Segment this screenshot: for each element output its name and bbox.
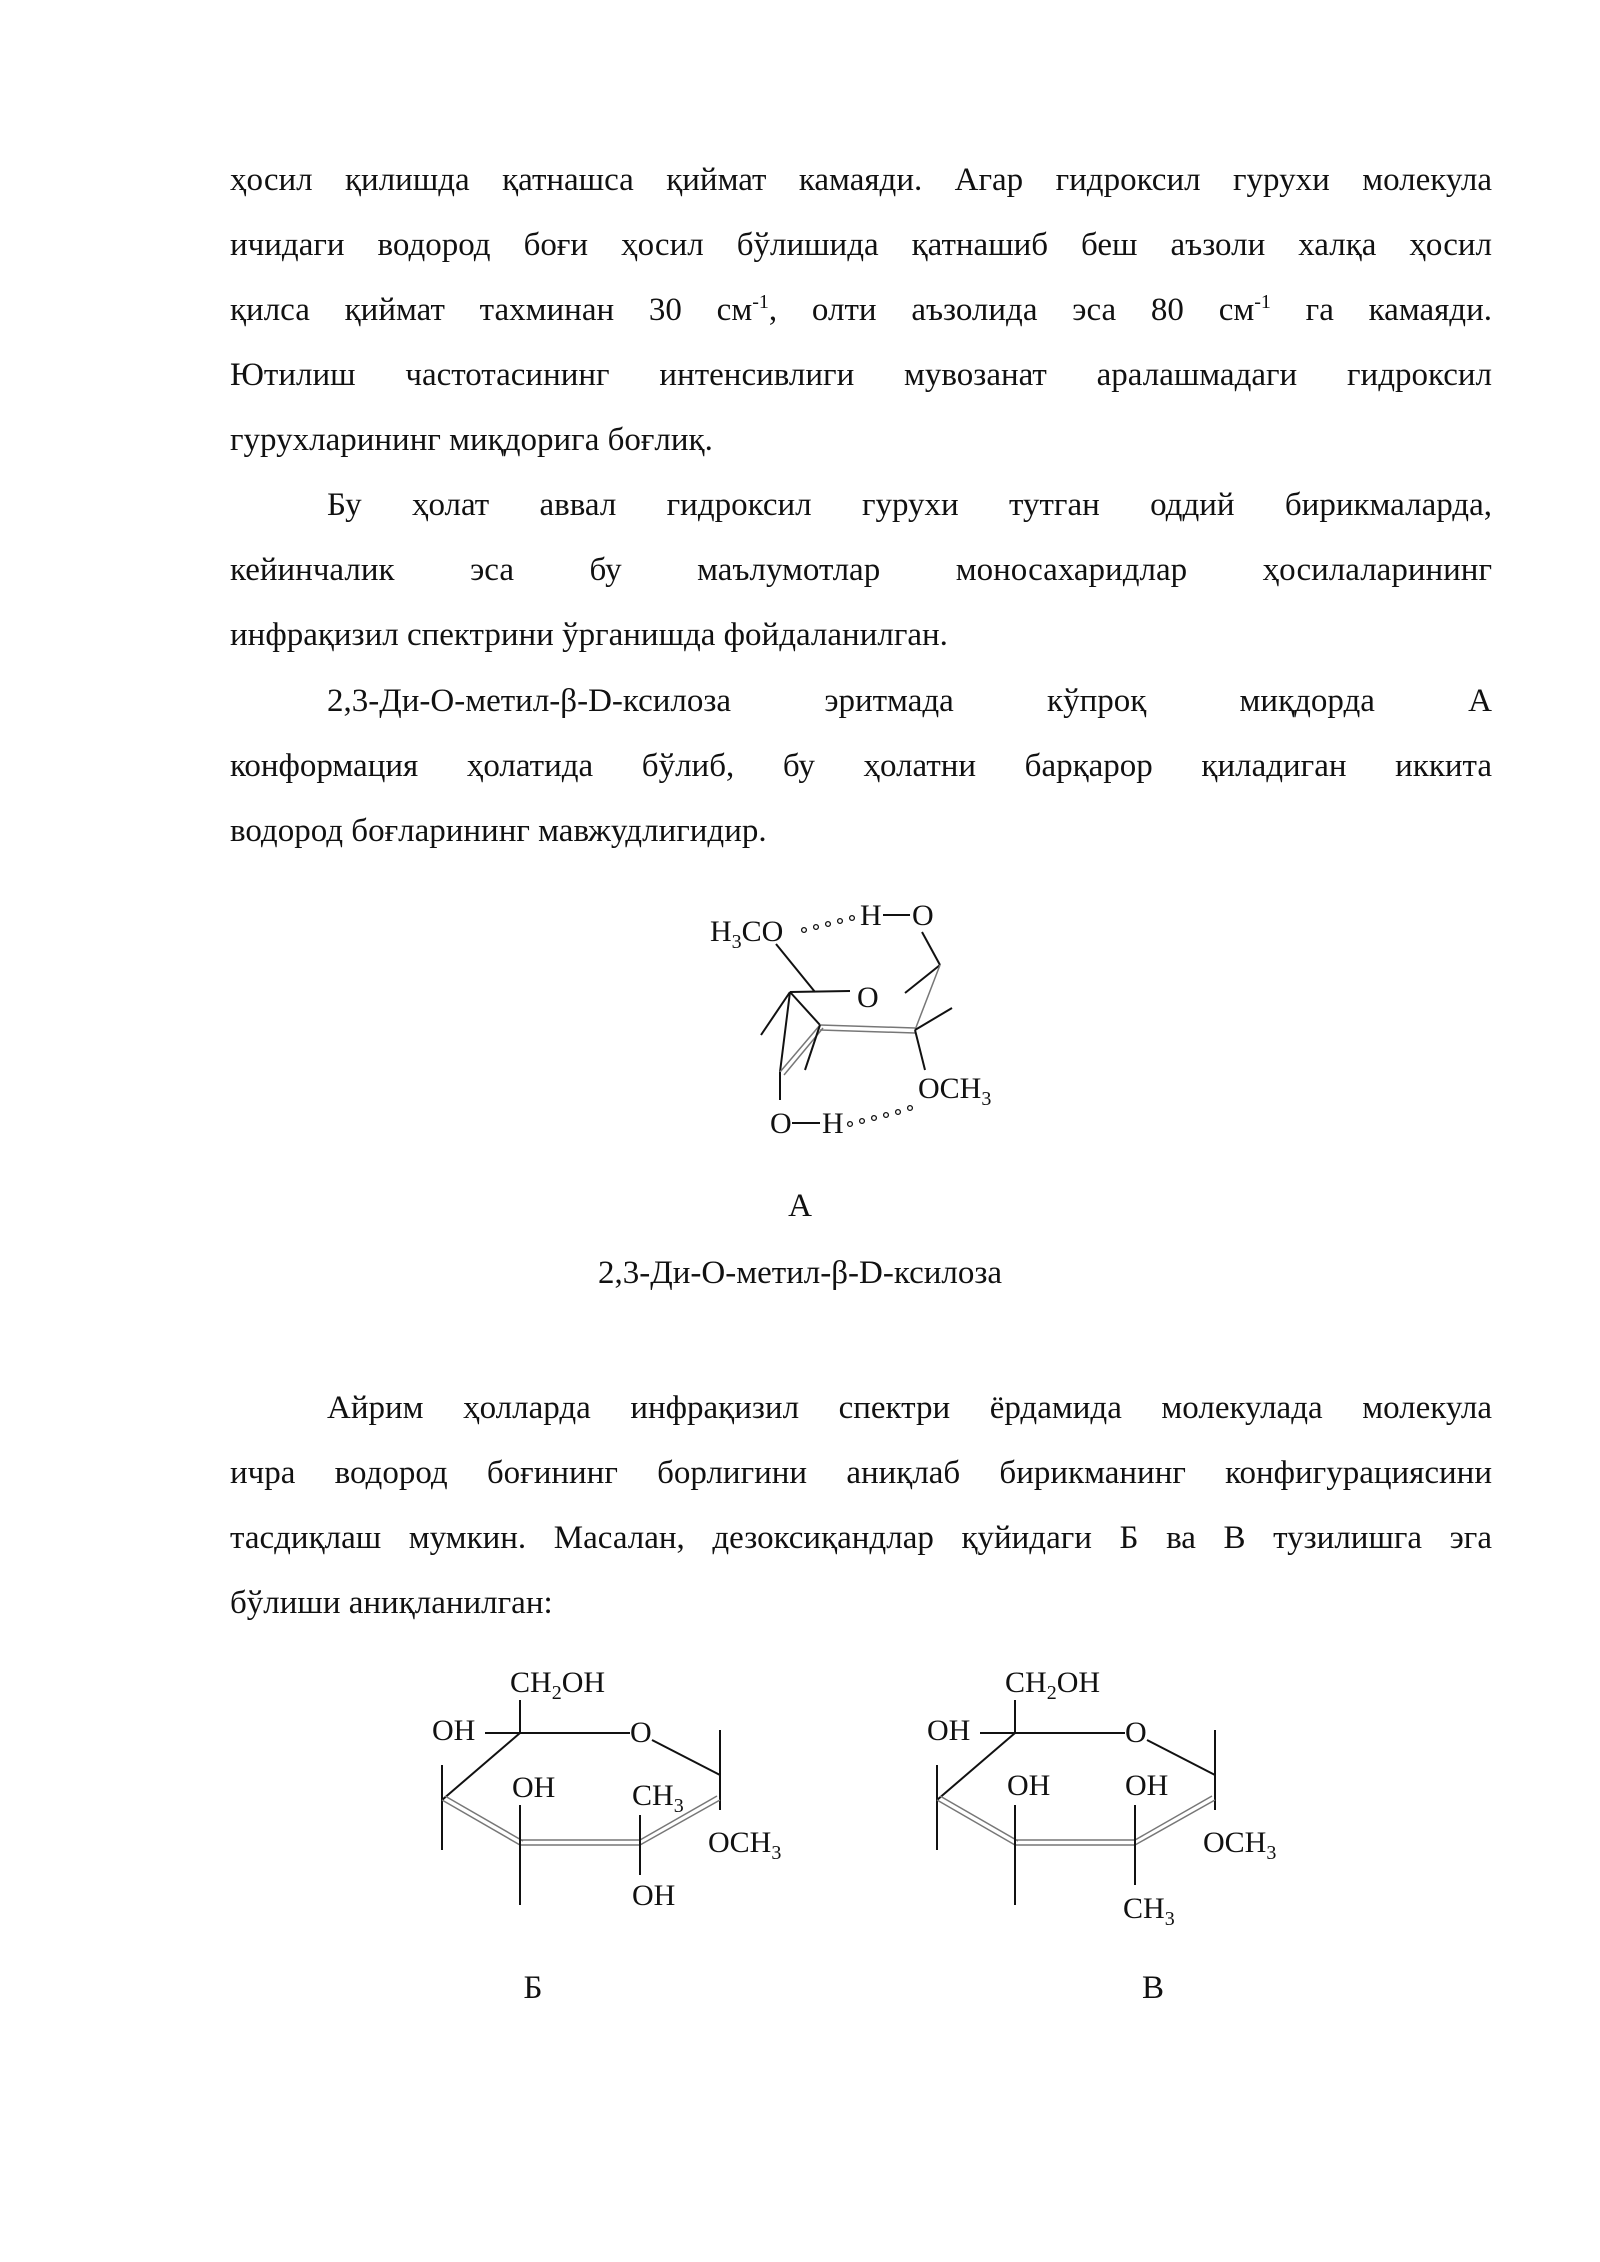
text-line: тасдиқлаш мумкин. Масалан, дезоксиқандлар қуйидаги Б ва В тузилишга эга (230, 1520, 1492, 1556)
text-line: гурухларининг миқдорига боғлиқ. (230, 422, 713, 458)
hydrogen-bond-dots (848, 1106, 913, 1127)
label-o-bottom: O (770, 1107, 792, 1140)
text-line: кейинчалик эса бу маълумотлар моносахаридлар ҳосилаларининг (230, 552, 1492, 588)
label-h3co: $H_3CO$ (710, 915, 784, 953)
superscript: -1 (752, 291, 769, 313)
text-fragment: қилса қиймат тахминан 30 см (230, 292, 753, 328)
text-fragment: га камаяди. (1270, 292, 1493, 328)
label-h-bottom: H (822, 1107, 844, 1140)
label-oh-inner-2: OH (1125, 1769, 1169, 1802)
label-ch2oh: $CH_2OH$ (510, 1666, 606, 1704)
label-och3: $OCH_3$ (1203, 1826, 1277, 1864)
text-line (230, 278, 1492, 343)
text-line: конформация ҳолатида бўлиб, бу ҳолатни барқарор қиладиган иккита (230, 748, 1492, 784)
label-och3: $OCH_3$ (708, 1826, 782, 1864)
label-oh-left: OH (432, 1714, 476, 1747)
text-line: бўлиши аниқланилган: (230, 1585, 553, 1621)
structure-figure-b (420, 1660, 800, 1920)
figure-letter-a: А (788, 1188, 812, 1224)
hydrogen-bond-dots (802, 916, 855, 933)
label-o-ring: O (1125, 1716, 1147, 1749)
text-line: Ютилиш частотасининг интенсивлиги мувозанат аралашмадаги гидроксил (230, 357, 1492, 393)
text-line: водород боғларининг мавжудлигидир. (230, 813, 767, 849)
label-oh-inner-1: OH (1007, 1769, 1051, 1802)
label-h: H (860, 899, 882, 932)
text-line: Айрим ҳолларда инфрақизил спектри ёрдамида молекулада молекула (327, 1390, 1492, 1426)
text-line: ҳосил қилишда қатнашса қиймат камаяди. Агар гидроксил гурухи молекула (230, 162, 1492, 198)
label-ch3: $CH_3$ (632, 1779, 684, 1817)
superscript: -1 (1254, 291, 1271, 313)
figure-letter-v: В (1141, 1970, 1164, 2006)
label-ch2oh: $CH_2OH$ (1005, 1666, 1101, 1704)
text-line: ичидаги водород боғи ҳосил бўлишида қатнашиб беш аъзоли халқа ҳосил (230, 227, 1492, 263)
label-o-ring: O (630, 1716, 652, 1749)
text-line: инфрақизил спектрини ўрганишда фойдаланилган. (230, 617, 948, 653)
figure-letter-b: Б (523, 1970, 543, 2006)
label-och3: $OCH_3$ (918, 1072, 992, 1110)
paragraph-3 (230, 669, 1492, 864)
label-o-ring: O (857, 981, 879, 1014)
text-line: 2,3-Ди-О-метил-β-D-ксилоза эритмада кўпроқ миқдорда А (327, 683, 1492, 719)
label-o-top: O (912, 899, 934, 932)
label-oh-bottom: OH (632, 1879, 676, 1912)
paragraph-1 (230, 148, 1492, 473)
paragraph-2 (230, 473, 1492, 668)
label-ch3-bottom: $CH_3$ (1123, 1892, 1175, 1930)
text-line: Бу ҳолат аввал гидроксил гурухи тутган оддий бирикмаларда, (327, 487, 1492, 523)
structure-figure-a (700, 880, 1020, 1160)
paragraph-4 (230, 1376, 1492, 1636)
text-fragment: , олти аъзолида эса 80 см (768, 292, 1255, 328)
figure-caption-a: 2,3-Ди-О-метил-β-D-ксилоза (597, 1255, 1003, 1291)
structure-figure-v (915, 1660, 1295, 1940)
text-line: ичра водород боғининг борлигини аниқлаб бирикманинг конфигурациясини (230, 1455, 1492, 1491)
label-oh-inner: OH (512, 1771, 556, 1804)
label-oh-left: OH (927, 1714, 971, 1747)
